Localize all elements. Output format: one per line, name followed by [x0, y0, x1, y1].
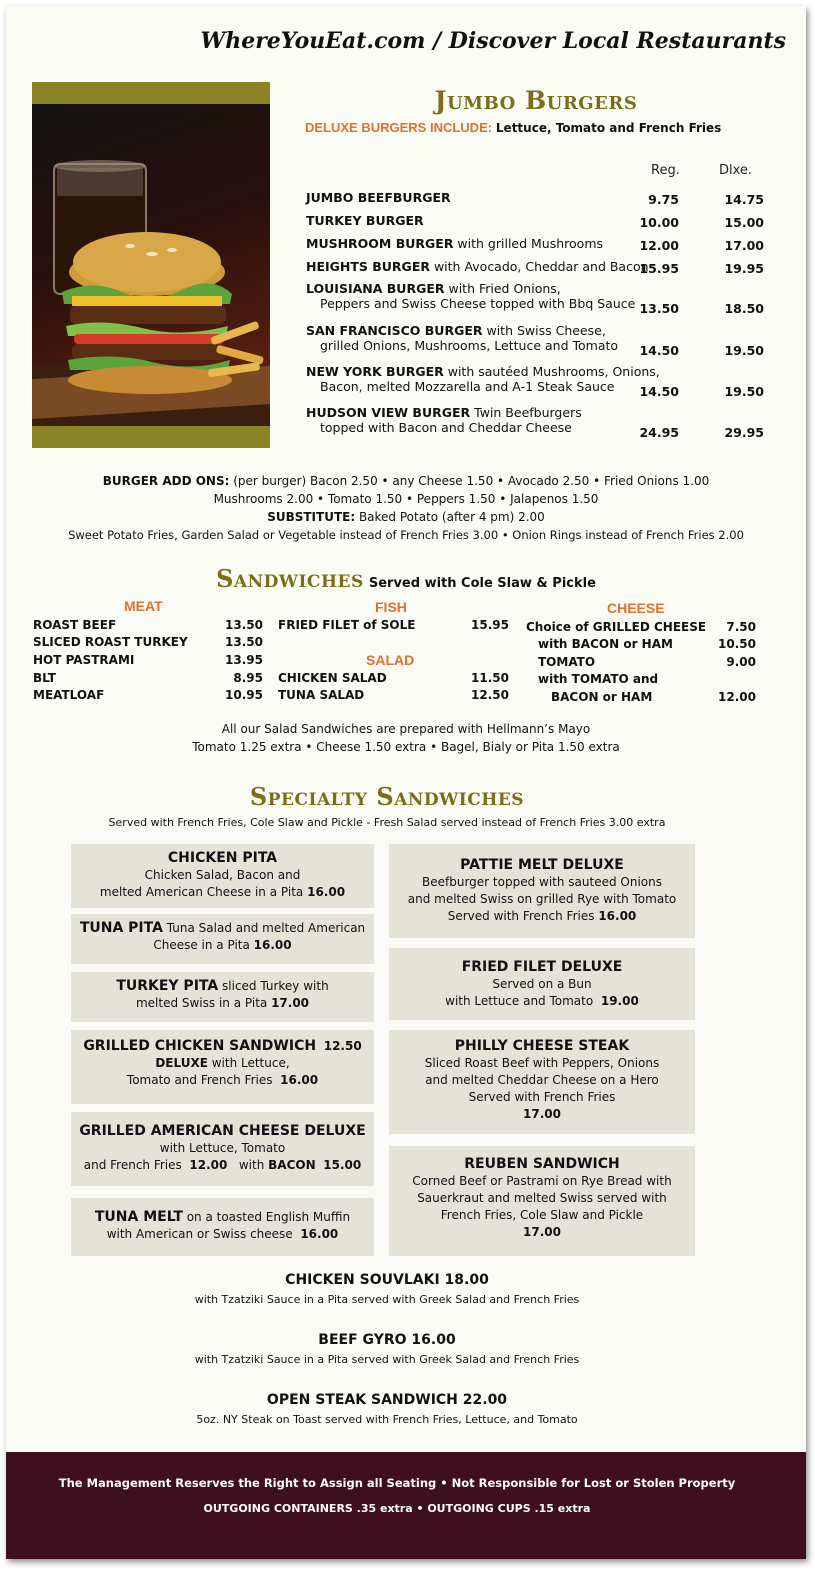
burger-row	[306, 236, 776, 251]
item-desc: melted American Cheese in a Pita	[99, 885, 304, 899]
burger-name: LOUISIANA BURGER	[306, 281, 445, 296]
deluxe-text: Lettuce, Tomato and French Fries	[495, 121, 722, 135]
item-price: 16.00	[411, 1332, 456, 1348]
specialty-title: Specialty Sandwiches	[249, 782, 525, 811]
item-desc: Served with French Fries	[447, 909, 595, 923]
cheese-header: CHEESE	[607, 600, 665, 616]
burger-photo	[32, 82, 270, 448]
burger-desc: with grilled Mushrooms	[453, 236, 604, 251]
burger-desc-2: grilled Onions, Mushrooms, Lettuce and Tomato	[320, 338, 619, 353]
sandwich-name: TUNA SALAD	[278, 688, 365, 702]
item-name: CHICKEN PITA	[167, 850, 278, 866]
substitute-line	[6, 510, 806, 524]
sandwich-name: with BACON or HAM	[538, 637, 673, 651]
col-header-reg: Reg.	[651, 163, 680, 178]
item-name: OPEN STEAK SANDWICH	[266, 1392, 458, 1408]
burger-row	[306, 323, 776, 358]
sandwich-name: FRIED FILET of SOLE	[278, 618, 416, 632]
bacon-label: BACON	[268, 1158, 316, 1172]
burger-desc-2: Peppers and Swiss Cheese topped with Bbq Sauce	[320, 296, 636, 311]
item-name: BEEF GYRO	[318, 1332, 407, 1348]
burger-name: TURKEY BURGER	[306, 213, 424, 228]
sandwich-price: 12.50	[471, 688, 509, 702]
burger-name: HUDSON VIEW BURGER	[306, 405, 471, 420]
price-reg: 24.95	[639, 425, 679, 440]
burger-row	[306, 405, 776, 440]
item-reuben-sandwich	[389, 1146, 695, 1256]
item-name: CHICKEN SOUVLAKI	[285, 1272, 440, 1288]
item-desc: and melted Cheddar Cheese on a Hero	[425, 1073, 659, 1087]
sandwiches-header	[6, 564, 806, 593]
item-price: 15.00	[323, 1158, 362, 1172]
price-reg: 9.75	[648, 192, 679, 207]
sandwich-name: CHICKEN SALAD	[278, 671, 387, 685]
item-name: GRILLED CHICKEN SANDWICH	[83, 1038, 317, 1054]
sandwich-name: ROAST BEEF	[33, 618, 117, 632]
burger-desc: with Avocado, Cheddar and Bacon	[429, 259, 649, 274]
sandwich-price: 7.50	[726, 620, 756, 634]
sandwich-extras-note: Tomato 1.25 extra • Cheese 1.50 extra • Bagel, Bialy or Pita 1.50 extra	[192, 740, 620, 754]
item-price: 18.00	[444, 1272, 489, 1288]
burger-illustration	[32, 104, 270, 426]
item-price: 22.00	[462, 1392, 508, 1408]
item-price: 16.00	[280, 1073, 319, 1087]
burger-desc-2: topped with Bacon and Cheddar Cheese	[320, 420, 572, 435]
price-reg: 14.50	[639, 343, 679, 358]
burger-desc: with Swiss Cheese,	[482, 323, 606, 338]
price-reg: 12.00	[639, 238, 679, 253]
sandwich-name: Choice of GRILLED CHEESE	[526, 620, 707, 634]
meat-header: MEAT	[124, 598, 163, 614]
substitute-label: SUBSTITUTE:	[267, 510, 356, 524]
sandwich-price: 9.00	[726, 655, 756, 669]
item-desc: with American or Swiss cheese	[106, 1227, 293, 1241]
site-watermark: WhereYouEat.com / Discover Local Restaurants	[200, 28, 786, 54]
item-philly-cheese-steak	[389, 1030, 695, 1134]
item-name: FRIED FILET DELUXE	[461, 959, 623, 975]
burger-desc: with Fried Onions,	[444, 281, 561, 296]
item-desc: on a toasted English Muffin	[182, 1210, 351, 1224]
burger-desc: Twin Beefburgers	[470, 405, 582, 420]
sandwich-price: 13.50	[225, 618, 263, 632]
footer-containers: OUTGOING CONTAINERS .35 extra • OUTGOING CUPS .15 extra	[203, 1502, 591, 1515]
substitute-text: Baked Potato (after 4 pm) 2.00	[355, 510, 545, 524]
sandwiches-subtitle: Served with Cole Slaw & Pickle	[368, 576, 596, 591]
item-desc: Served with French Fries	[468, 1090, 616, 1104]
deluxe-label: DELUXE	[155, 1056, 208, 1070]
jumbo-burgers-title: Jumbo Burgers	[434, 86, 638, 115]
burger-desc-2: Bacon, melted Mozzarella and A-1 Steak Sauce	[320, 379, 615, 394]
burger-name: NEW YORK BURGER	[306, 364, 444, 379]
item-price: 17.00	[523, 1107, 561, 1121]
burger-row	[306, 213, 776, 228]
item-grilled-american-cheese	[71, 1112, 374, 1186]
fish-header: FISH	[375, 599, 407, 615]
price-dlxe: 15.00	[724, 215, 764, 230]
item-desc: Chicken Salad, Bacon and	[144, 868, 301, 882]
specialty-subtitle: Served with French Fries, Cole Slaw and Pickle - Fresh Salad served instead of French Fries 3.00 extra	[108, 816, 666, 829]
addons-text-1: (per burger) Bacon 2.50 • any Cheese 1.50 • Avocado 2.50 • Fried Onions 1.00	[229, 474, 710, 488]
extra-item-title	[6, 1392, 768, 1408]
price-reg: 15.95	[639, 261, 679, 276]
item-price: 16.00	[300, 1227, 339, 1241]
item-desc: with Lettuce,	[207, 1056, 290, 1070]
addons-label: BURGER ADD ONS:	[102, 474, 230, 488]
burger-desc: with sautéed Mushrooms, Onions,	[443, 364, 660, 379]
salad-mayo-note: All our Salad Sandwiches are prepared with Hellmann’s Mayo	[221, 722, 591, 736]
sandwich-price: 13.95	[225, 653, 263, 667]
item-desc: Beefburger topped with sauteed Onions	[422, 875, 662, 889]
deluxe-label: DELUXE BURGERS INCLUDE:	[305, 120, 493, 135]
item-name: PHILLY CHEESE STEAK	[454, 1038, 630, 1054]
sandwich-price: 15.95	[471, 618, 509, 632]
item-chicken-pita	[71, 844, 374, 908]
item-tuna-pita	[71, 914, 374, 964]
burger-name: HEIGHTS BURGER	[306, 259, 430, 274]
sandwich-name: TOMATO	[538, 655, 596, 669]
price-dlxe: 19.50	[724, 343, 764, 358]
item-desc: Cheese in a Pita	[153, 938, 250, 952]
item-desc: Sauerkraut and melted Swiss served with	[417, 1191, 667, 1205]
item-name: REUBEN SANDWICH	[464, 1156, 620, 1172]
item-desc: and French Fries	[83, 1158, 182, 1172]
item-desc: Tuna Salad and melted American	[162, 921, 366, 935]
sandwich-name: BACON or HAM	[551, 690, 653, 704]
item-price: 16.00	[307, 885, 346, 899]
burger-name: MUSHROOM BURGER	[306, 236, 454, 251]
extra-item-desc: with Tzatziki Sauce in a Pita served with Greek Salad and French Fries	[194, 1353, 580, 1366]
item-price: 17.00	[271, 996, 310, 1010]
price-dlxe: 17.00	[724, 238, 764, 253]
price-dlxe: 14.75	[724, 192, 764, 207]
extra-item-title	[6, 1332, 768, 1348]
sandwich-name: MEATLOAF	[33, 688, 105, 702]
menu-page	[6, 6, 806, 1559]
addons-line-4: Sweet Potato Fries, Garden Salad or Vegetable instead of French Fries 3.00 • Onion Rings instead of French Fries 2.00	[68, 528, 744, 542]
price-dlxe: 19.50	[724, 384, 764, 399]
addons-line-1	[6, 474, 806, 488]
burger-row	[306, 190, 776, 205]
sandwich-price: 10.50	[718, 637, 756, 651]
col-header-dlxe: Dlxe.	[719, 163, 753, 178]
item-name: GRILLED AMERICAN CHEESE DELUXE	[79, 1123, 366, 1139]
sandwich-name: BLT	[33, 671, 56, 685]
addons-line-2: Mushrooms 2.00 • Tomato 1.50 • Peppers 1.50 • Jalapenos 1.50	[213, 492, 599, 506]
sandwich-name: SLICED ROAST TURKEY	[33, 635, 188, 649]
sandwich-price: 8.95	[233, 671, 263, 685]
item-desc: sliced Turkey with	[218, 979, 329, 993]
item-fried-filet-deluxe	[389, 948, 695, 1020]
item-pattie-melt-deluxe	[389, 844, 695, 938]
item-desc: Corned Beef or Pastrami on Rye Bread with	[412, 1174, 672, 1188]
item-desc: with Lettuce and Tomato	[445, 994, 594, 1008]
footer-policy: The Management Reserves the Right to Assign all Seating • Not Responsible for Lost or Stolen Property	[58, 1476, 736, 1490]
item-desc: Sliced Roast Beef with Peppers, Onions	[424, 1056, 660, 1070]
price-reg: 14.50	[639, 384, 679, 399]
sandwich-name: with TOMATO and	[538, 672, 659, 686]
burger-name: SAN FRANCISCO BURGER	[306, 323, 483, 338]
item-desc: and melted Swiss on grilled Rye with Tomato	[407, 892, 677, 906]
item-name: TUNA MELT	[94, 1209, 183, 1225]
sandwich-price: 10.95	[225, 688, 263, 702]
sandwiches-title: Sandwiches	[216, 564, 364, 593]
item-desc: French Fries, Cole Slaw and Pickle	[440, 1208, 644, 1222]
item-desc: melted Swiss in a Pita	[135, 996, 268, 1010]
item-grilled-chicken-sandwich	[71, 1030, 374, 1104]
item-price: 16.00	[253, 938, 292, 952]
burger-row	[306, 364, 776, 399]
item-price: 19.00	[600, 994, 639, 1008]
price-reg: 13.50	[639, 301, 679, 316]
item-price: 16.00	[598, 909, 637, 923]
sandwich-price: 13.50	[225, 635, 263, 649]
item-desc: Served on a Bun	[492, 977, 592, 991]
extra-item-desc: 5oz. NY Steak on Toast served with French Fries, Lettuce, and Tomato	[196, 1413, 578, 1426]
item-desc: with Lettuce, Tomato	[159, 1141, 286, 1155]
item-name: TURKEY PITA	[116, 978, 219, 994]
item-name: PATTIE MELT DELUXE	[460, 857, 624, 873]
sandwich-price: 12.00	[718, 690, 756, 704]
item-price: 12.50	[323, 1039, 362, 1053]
extra-item-title	[6, 1272, 768, 1288]
price-dlxe: 19.95	[724, 261, 764, 276]
price-dlxe: 29.95	[724, 425, 764, 440]
burger-row	[306, 259, 776, 274]
burger-row	[306, 281, 776, 316]
sandwich-name: HOT PASTRAMI	[33, 653, 135, 667]
footer-bar	[6, 1452, 806, 1559]
item-price: 12.00	[189, 1158, 228, 1172]
extra-item-desc: with Tzatziki Sauce in a Pita served with Greek Salad and French Fries	[194, 1293, 580, 1306]
item-desc: Tomato and French Fries	[126, 1073, 273, 1087]
sandwich-price: 11.50	[471, 671, 509, 685]
salad-header: SALAD	[366, 652, 415, 668]
price-dlxe: 18.50	[724, 301, 764, 316]
price-reg: 10.00	[639, 215, 679, 230]
item-tuna-melt	[71, 1198, 374, 1256]
item-turkey-pita	[71, 972, 374, 1022]
item-price: 17.00	[523, 1225, 561, 1239]
burger-name: JUMBO BEEFBURGER	[306, 190, 451, 205]
item-name: TUNA PITA	[79, 920, 163, 936]
deluxe-note	[305, 120, 721, 135]
item-desc: with	[238, 1158, 265, 1172]
